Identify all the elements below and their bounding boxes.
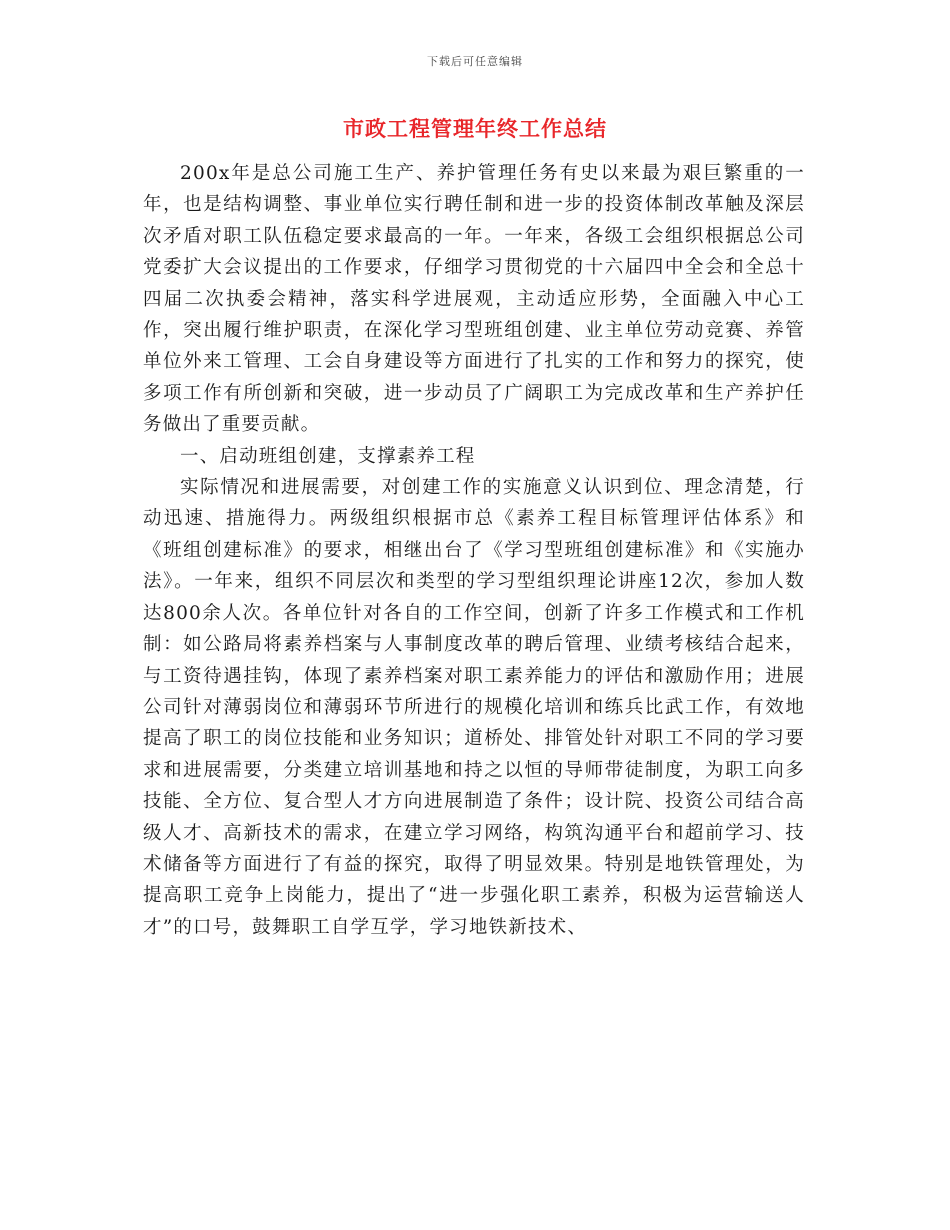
paragraph-section-1: 实际情况和进展需要，对创建工作的实施意义认识到位、理念清楚，行动迅速、措施得力。两级组织根据市总《素养工程目标管理评估体系》和《班组创建标准》的要求，相继出台了《学习型班组创建标准》和《实施办法》。一年来，组织不同层次和类型的学习型组织理论讲座12次，参加人数达800余人次。各单位针对各自的工作空间，创新了许多工作模式和工作机制：如公路局将素养档案与人事制度改革的聘后管理、业绩考核结合起来，与工资待遇挂钩，体现了素养档案对职工素养能力的评估和激励作用；进展公司针对薄弱岗位和薄弱环节所进行的规模化培训和练兵比武工作，有效地提高了职工的岗位技能和业务知识；道桥处、排管处针对职工不同的学习要求和进展需要，分类建立培训基地和持之以恒的导师带徒制度，为职工向多技能、全方位、复合型人才方向进展制造了条件；设计院、投资公司结合高级人才、高新技术的需求，在建立学习网络，构筑沟通平台和超前学习、技术储备等方面进行了有益的探究，取得了明显效果。特别是地铁管理处，为提高职工竞争上岗能力，提出了“进一步强化职工素养，积极为运营输送人才”的口号，鼓舞职工自学互学，学习地铁新技术、	[143, 477, 805, 938]
paragraph-intro: 200x年是总公司施工生产、养护管理任务有史以来最为艰巨繁重的一年，也是结构调整、事业单位实行聘任制和进一步的投资体制改革触及深层次矛盾对职工队伍稳定要求最高的一年。一年来，各级工会组织根据总公司党委扩大会议提出的工作要求，仔细学习贯彻党的十六届四中全会和全总十四届二次执委会精神，落实科学进展观，主动适应形势，全面融入中心工作，突出履行维护职责，在深化学习型班组创建、业主单位劳动竞赛、养管单位外来工管理、工会自身建设等方面进行了扎实的工作和努力的探究，使多项工作有所创新和突破，进一步动员了广阔职工为完成改革和生产养护任务做出了重要贡献。	[143, 163, 805, 436]
header-note: 下载后可任意编辑	[427, 55, 523, 68]
document-title: 市政工程管理年终工作总结	[343, 117, 607, 141]
section-heading: 一、启动班组创建，支撑素养工程	[180, 445, 476, 467]
document-body	[143, 158, 805, 943]
